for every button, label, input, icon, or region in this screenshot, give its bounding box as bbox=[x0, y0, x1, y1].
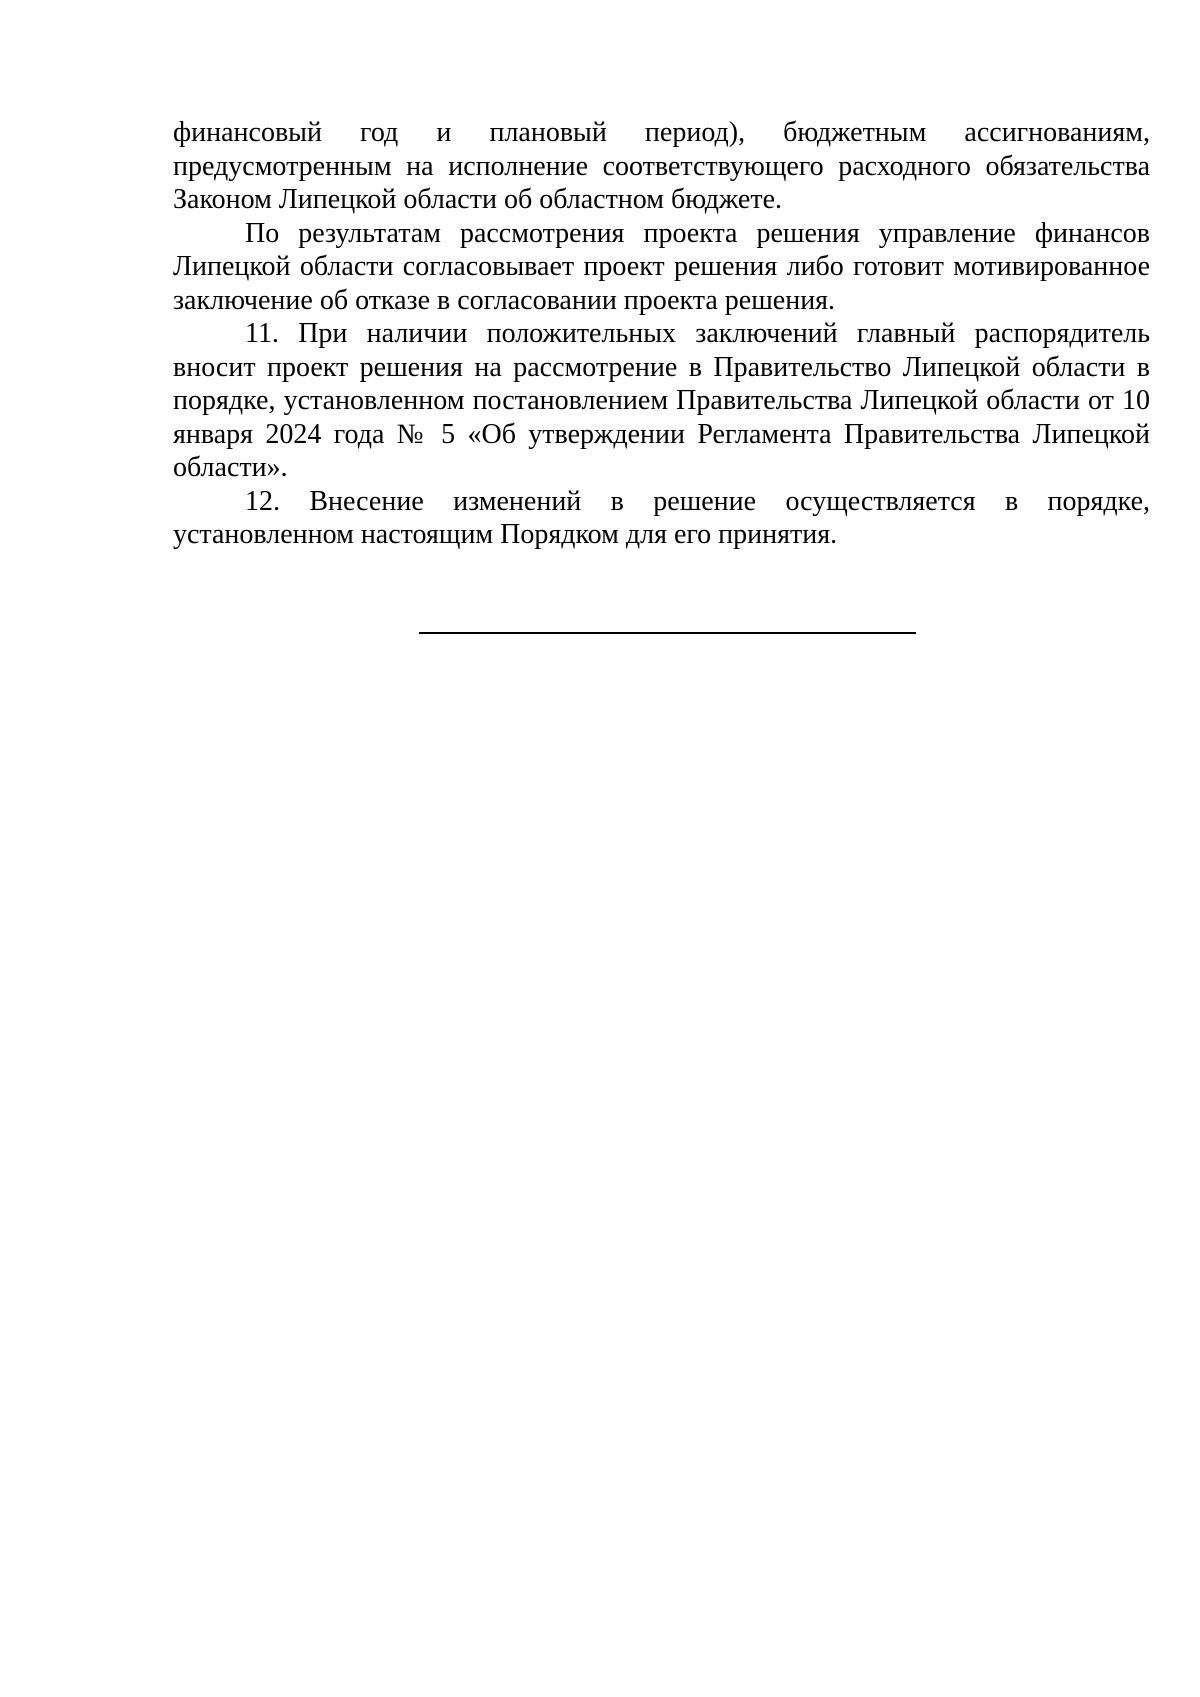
document-body bbox=[173, 116, 1150, 552]
paragraph-review-results: По результатам рассмотрения проекта решения управление финансов Липецкой области согласовывает проект решения либо готовит мотивированное заключение об отказе в согласовании проекта решения. bbox=[173, 217, 1150, 316]
paragraph-continuation: финансовый год и плановый период), бюджетным ассигнованиям, предусмотренным на исполнение соответствующего расходного обязательства Законом Липецкой области об областном бюджете. bbox=[173, 117, 1150, 215]
paragraph-item-12: 12. Внесение изменений в решение осуществляется в порядке, установленном настоящим Порядком для его принятия. bbox=[173, 485, 1150, 550]
paragraph-item-11: 11. При наличии положительных заключений главный распорядитель вносит проект решения на рассмотрение в Правительство Липецкой области в порядке, установленном постановлением Правительства Липецкой области от 10 января 2024 года № 5 «Об утверждении Регламента Правительства Липецкой области». bbox=[173, 318, 1150, 483]
end-of-document-line bbox=[419, 632, 916, 634]
